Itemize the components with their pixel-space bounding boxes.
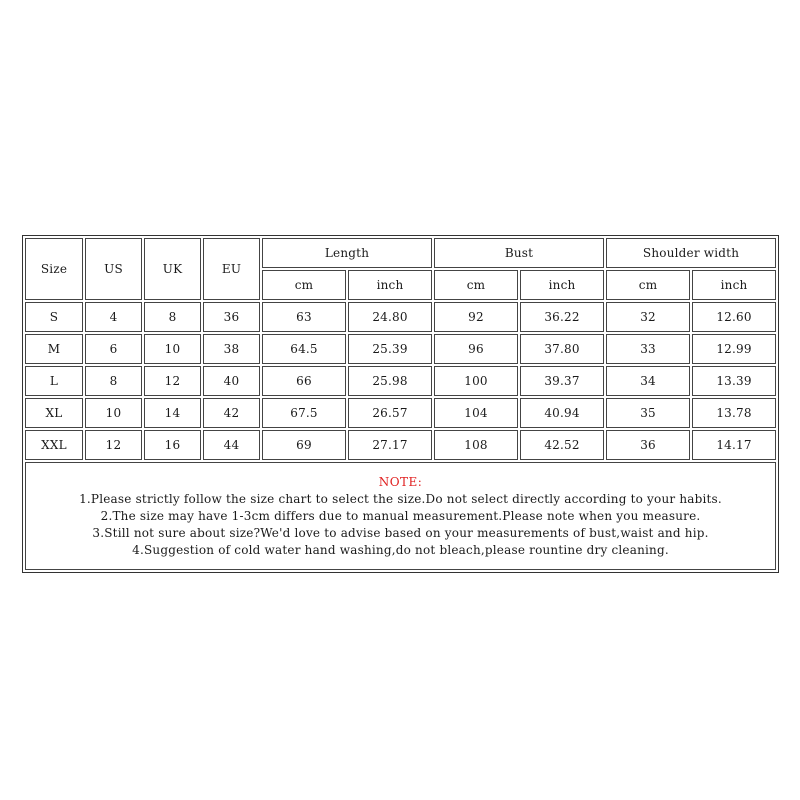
cell-bust-cm: 96 [434, 334, 518, 364]
header-uk: UK [144, 238, 201, 300]
cell-length-inch: 24.80 [348, 302, 432, 332]
cell-uk: 16 [144, 430, 201, 460]
cell-uk: 14 [144, 398, 201, 428]
cell-us: 12 [85, 430, 142, 460]
cell-length-inch: 27.17 [348, 430, 432, 460]
cell-length-cm: 64.5 [262, 334, 346, 364]
note-line: 2.The size may have 1-3cm differs due to manual measurement.Please note when you measure. [100, 508, 701, 523]
cell-bust-inch: 37.80 [520, 334, 604, 364]
cell-length-cm: 67.5 [262, 398, 346, 428]
cell-us: 4 [85, 302, 142, 332]
cell-bust-cm: 92 [434, 302, 518, 332]
header-length: Length [262, 238, 432, 268]
table-row [25, 334, 776, 364]
note-line: 4.Suggestion of cold water hand washing,do not bleach,please rountine dry cleaning. [132, 542, 669, 557]
cell-shoulder-cm: 33 [606, 334, 690, 364]
cell-size: S [25, 302, 83, 332]
cell-us: 8 [85, 366, 142, 396]
cell-bust-inch: 42.52 [520, 430, 604, 460]
size-chart-table [22, 235, 779, 573]
cell-eu: 42 [203, 398, 260, 428]
header-shoulder-cm: cm [606, 270, 690, 300]
cell-shoulder-inch: 13.39 [692, 366, 776, 396]
header-shoulder-inch: inch [692, 270, 776, 300]
cell-us: 10 [85, 398, 142, 428]
cell-length-cm: 63 [262, 302, 346, 332]
header-shoulder-width: Shoulder width [606, 238, 776, 268]
header-length-inch: inch [348, 270, 432, 300]
cell-length-cm: 66 [262, 366, 346, 396]
cell-bust-inch: 40.94 [520, 398, 604, 428]
header-eu: EU [203, 238, 260, 300]
header-size: Size [25, 238, 83, 300]
cell-uk: 10 [144, 334, 201, 364]
cell-eu: 36 [203, 302, 260, 332]
cell-bust-cm: 104 [434, 398, 518, 428]
header-row-1 [25, 238, 776, 268]
cell-shoulder-inch: 13.78 [692, 398, 776, 428]
table-row [25, 430, 776, 460]
cell-size: XXL [25, 430, 83, 460]
note-line: 1.Please strictly follow the size chart to select the size.Do not select directly according to your habits. [79, 491, 722, 506]
header-bust-inch: inch [520, 270, 604, 300]
cell-shoulder-cm: 32 [606, 302, 690, 332]
cell-shoulder-cm: 34 [606, 366, 690, 396]
cell-size: L [25, 366, 83, 396]
cell-bust-inch: 39.37 [520, 366, 604, 396]
cell-bust-cm: 108 [434, 430, 518, 460]
table-row [25, 398, 776, 428]
note-row [25, 462, 776, 570]
cell-size: M [25, 334, 83, 364]
cell-uk: 12 [144, 366, 201, 396]
note-box [25, 462, 776, 570]
cell-length-inch: 25.98 [348, 366, 432, 396]
header-us: US [85, 238, 142, 300]
cell-length-inch: 25.39 [348, 334, 432, 364]
table-row [25, 302, 776, 332]
cell-size: XL [25, 398, 83, 428]
table-row [25, 366, 776, 396]
cell-shoulder-inch: 12.99 [692, 334, 776, 364]
cell-us: 6 [85, 334, 142, 364]
cell-eu: 38 [203, 334, 260, 364]
note-title: NOTE: [378, 474, 423, 489]
cell-shoulder-inch: 12.60 [692, 302, 776, 332]
note-line: 3.Still not sure about size?We'd love to advise based on your measurements of bust,waist and hip. [92, 525, 709, 540]
cell-eu: 44 [203, 430, 260, 460]
cell-eu: 40 [203, 366, 260, 396]
cell-shoulder-inch: 14.17 [692, 430, 776, 460]
cell-bust-cm: 100 [434, 366, 518, 396]
cell-shoulder-cm: 36 [606, 430, 690, 460]
cell-shoulder-cm: 35 [606, 398, 690, 428]
cell-length-cm: 69 [262, 430, 346, 460]
header-length-cm: cm [262, 270, 346, 300]
cell-uk: 8 [144, 302, 201, 332]
cell-length-inch: 26.57 [348, 398, 432, 428]
header-bust: Bust [434, 238, 604, 268]
header-bust-cm: cm [434, 270, 518, 300]
cell-bust-inch: 36.22 [520, 302, 604, 332]
